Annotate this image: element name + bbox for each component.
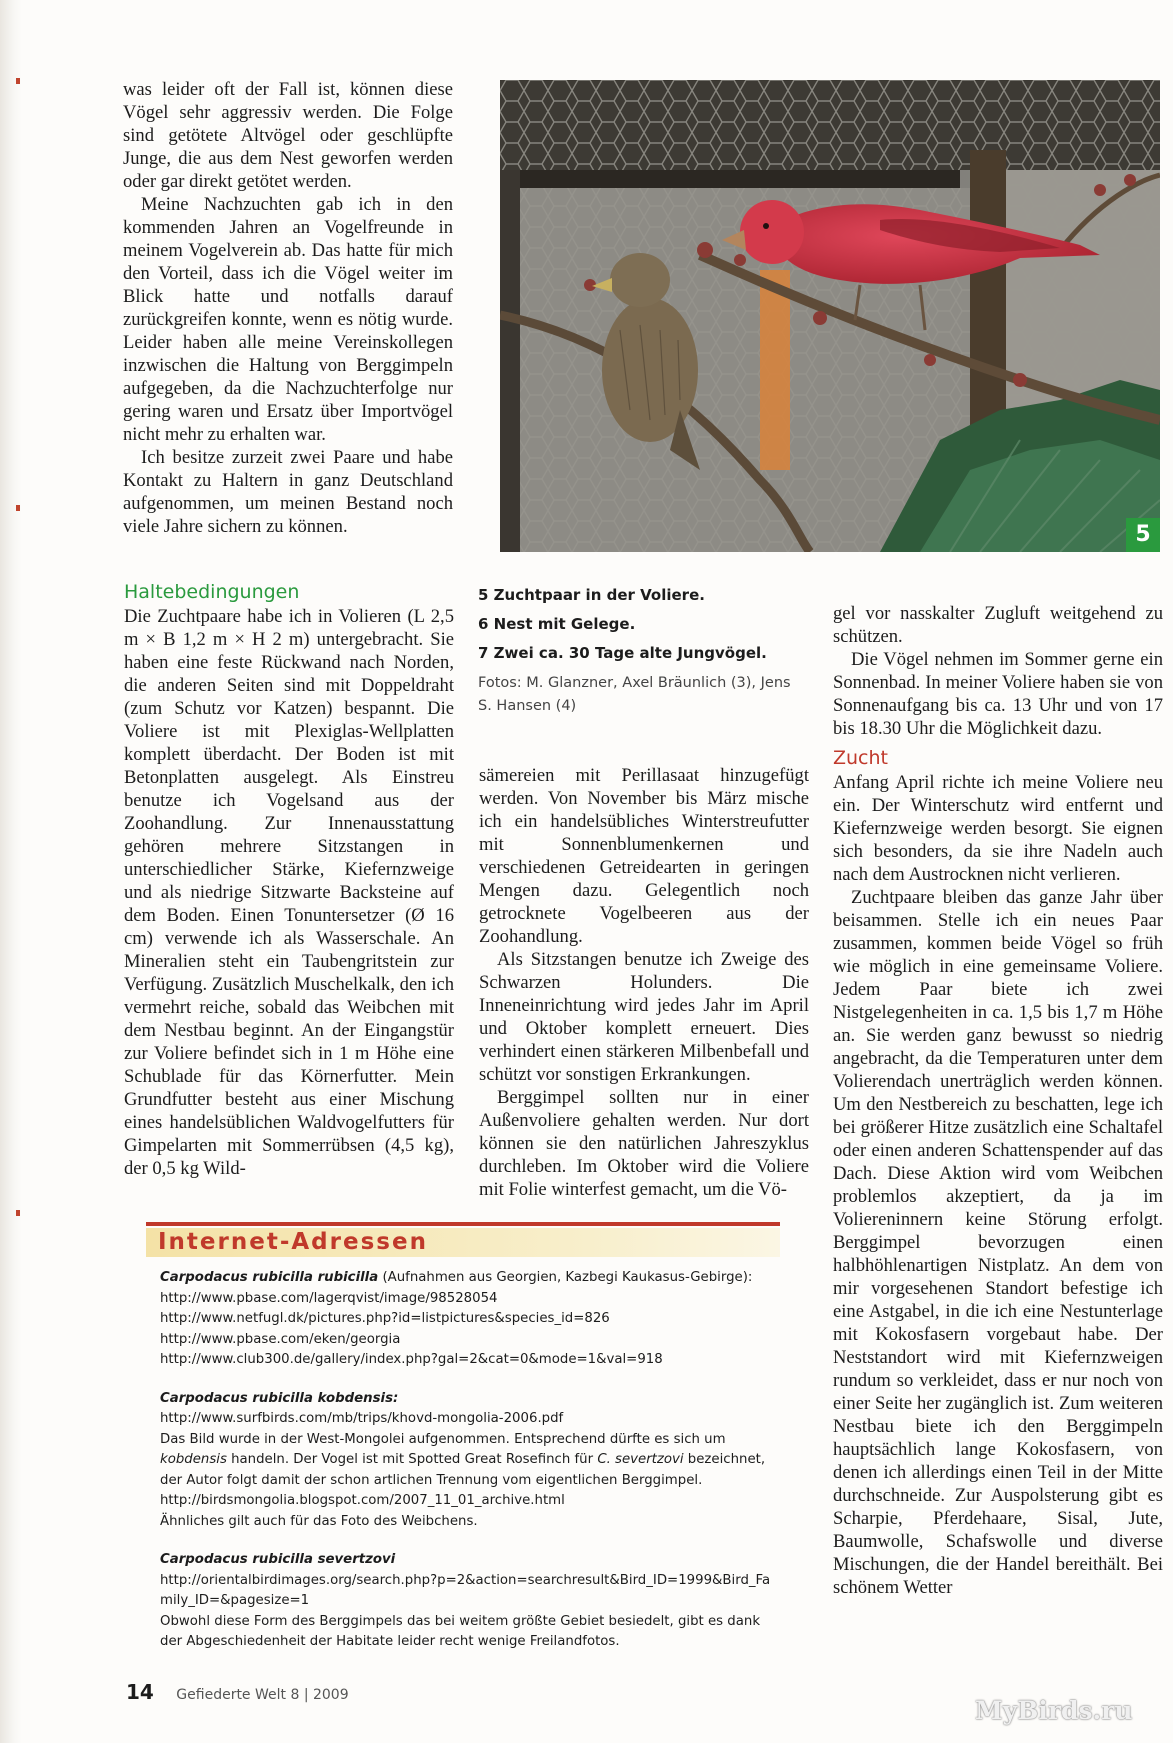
paragraph: Ich besitze zurzeit zwei Paare und habe Kontakt zu Haltern in ganz Deutschland aufgenommen, um meinen Bestand noch viele Jahre sichern zu können. [123,447,453,537]
edge-marker [16,1210,20,1216]
page-number: 14 [126,1680,154,1704]
section-heading: Zucht [833,747,888,769]
paragraph: Anfang April richte ich meine Voliere neu ein. Der Winterschutz wird entfernt und Kiefernzweige werden besorgt. Sie eignen sich besonders, da sie ihre Nadeln auch nach dem Austrocknen nicht verlieren. [833,772,1163,885]
paragraph: Die Vögel nehmen im Sommer gerne ein Sonnenbad. In meiner Voliere haben sie von Sonnenaufgang bis ca. 13 Uhr und von 17 bis 18.30 Uhr die Möglichkeit dazu. [833,649,1163,739]
bird-photo [500,80,1160,552]
box-note: Obwohl diese Form des Berggimpels das bei weitem größte Gebiet besiedelt, gibt es dank der Abgeschiedenheit der Habitate leider recht wenige Freilandfotos. [160,1613,761,1649]
note-text: Das Bild wurde in der West-Mongolei aufgenommen. Entsprechend dürfte es sich um [160,1431,726,1447]
taxon-heading: Carpodacus rubicilla kobdensis: [160,1390,399,1406]
note-text: bezeichnet, der Autor folgt damit der schon artlichen Trennung vom eigentlichen Berggimpel. [160,1452,766,1488]
link[interactable]: http://www.pbase.com/eken/georgia [160,1331,401,1347]
link[interactable]: http://www.netfugl.dk/pictures.php?id=listpictures&species_id=826 [160,1311,610,1326]
photo-captions [478,585,808,718]
internet-addresses-box [146,1222,780,1662]
box-note [160,1430,780,1492]
taxon-note: (Aufnahmen aus Georgien, Kazbegi Kaukasus-Gebirge): [378,1270,753,1285]
section-heading: Haltebedingungen [124,581,300,603]
note-text: handeln. Der Vogel ist mit Spotted Great Rosefinch für [226,1452,598,1467]
edge-marker [16,78,20,84]
watermark: MyBirds.ru [975,1696,1133,1725]
link[interactable]: http://www.club300.de/gallery/index.php?gal=2&cat=0&mode=1&val=918 [160,1352,663,1367]
paragraph: Zuchtpaare bleiben das ganze Jahr über beisammen. Stelle ich ein neues Paar zusammen, kommen beide Vögel so früh wie möglich in eine gemeinsame Voliere. Jedem Paar biete ich zwei Nistgelegenheiten in ca. 1,5 bis 1,7 m Höhe an. Sie werden ganz bewusst so niedrig angebracht, da die Temperaturen unter dem Volierendach unerträglich werden können. Um den Nestbereich zu beschatten, lege ich bei größerer Hitze zusätzlich eine Schaltafel oder einen anderen Schattenspender auf das Dach. Diese Aktion wird vom Weibchen problemlos akzeptiert, da ja im Voliereninnern keine Störung erfolgt. Berggimpel bevorzugen einen halbhöhlenartigen Nistplatz. An dem von mir vorgesehenen Standort befestige ich eine Astgabel, in die ich eine Nestunterlage mit Kokosfasern vorgebaut habe. Der Neststandort wird mit Kiefernzweigen rundum so verkleidet, dass er nur noch von einer Seite her zugänglich ist. Zum weiteren Nestbau biete ich den Berggimpeln hauptsächlich lange Kokosfasern, von denen ich allerdings einen Teil in der Mitte durchschneide. Zur Auspolsterung gibt es Scharpie, Pferdehaare, Sisal, Jute, Baumwolle, Schafswolle und diverse Mischungen, die der Handel bereithält. Bei schönem Wetter [833,887,1163,1598]
photo-breeding-pair [500,80,1160,552]
box-note: Ähnliches gilt auch für das Foto des Weibchens. [160,1513,478,1529]
link[interactable]: http://birdsmongolia.blogspot.com/2007_11_01_archive.html [160,1493,565,1508]
right-column [833,602,1163,1599]
note-italic: C. severtzovi [597,1452,684,1467]
issue-number: 8 | 2009 [290,1687,349,1703]
paragraph: Als Sitzstangen benutze ich Zweige des Schwarzen Holunders. Die Inneneinrichtung wird jedes Jahr im April und Oktober komplett erneuert. Dies verhindert einen stärkeren Milbenbefall und schützt vor sonstigen Erkrankungen. [479,949,809,1085]
paragraph: Berggimpel sollten nur in einer Außenvoliere gehalten werden. Nur dort können sie den natürlichen Jahreszyklus durchleben. Im Oktober wird die Voliere mit Folie winterfest gemacht, um die Vö- [479,1087,809,1200]
paragraph: was leider oft der Fall ist, können diese Vögel sehr aggressiv werden. Die Folge sind getötete Altvögel oder geschlüpfte Junge, die aus dem Nest geworfen werden oder gar direkt getötet werden. [123,79,453,192]
box-body [160,1268,780,1653]
page-fold-edge [0,0,22,1743]
link[interactable]: http://www.surfbirds.com/mb/trips/khovd-mongolia-2006.pdf [160,1411,564,1426]
haltebedingungen-section [124,580,454,1180]
edge-marker [16,505,20,511]
photo-number-badge: 5 [1126,518,1160,552]
middle-column [479,764,809,1201]
link[interactable]: http://orientalbirdimages.org/search.php?p=2&action=searchresult&Bird_ID=1999&Bird_Family_ID=&pagesize=1 [160,1572,771,1608]
paragraph: Meine Nachzuchten gab ich in den kommenden Jahren an Vogelfreunde in meinem Vogelverein ab. Das hatte für mich den Vorteil, dass ich die Vögel weiter im Blick hatte und notfalls darauf zurückgreifen konnte, wenn es nötig wurde. Leider haben alle meine Vereinskollegen inzwischen die Haltung von Berggimpeln aufgegeben, da die Nachzuchterfolge nur gering waren und Ersatz über Importvögel nicht mehr zu erhalten war. [123,194,453,445]
caption: 6 Nest mit Gelege. [478,615,636,633]
taxon-heading: Carpodacus rubicilla severtzovi [160,1552,396,1567]
box-top-rule [146,1222,780,1226]
box-title-bar [146,1228,780,1257]
page-footer [126,1680,349,1704]
magazine-name: Gefiederte Welt [176,1687,287,1703]
note-italic: kobdensis [160,1452,227,1467]
photo-credit: Fotos: M. Glanzner, Axel Bräunlich (3), Jens S. Hansen (4) [478,675,791,714]
link[interactable]: http://www.pbase.com/lagerqvist/image/98528054 [160,1290,498,1306]
paragraph: Die Zuchtpaare habe ich in Volieren (L 2,5 m × B 1,2 m × H 2 m) untergebracht. Sie haben eine feste Rückwand nach Norden, die anderen Seiten sind mit Doppeldraht (zum Schutz vor Katzen) bespannt. Die Voliere ist mit Plexiglas-Wellplatten komplett überdacht. Der Boden ist mit Betonplatten ausgelegt. Als Einstreu benutze ich Vogelsand aus der Zoohandlung. Zur Innenausstattung gehören mehrere Sitzstangen in unterschiedlicher Stärke, Kiefernzweige und als niedrige Sitzwarte Backsteine auf dem Boden. Einen Tonuntersetzer (Ø 16 cm) verwende ich als Wasserschale. An Mineralien steht ein Taubengritstein zur Verfügung. Zusätzlich Muschelkalk, den ich vermehrt reiche, sobald das Weibchen mit dem Nestbau beginnt. An der Eingangstür zur Voliere befindet sich in 1 m Höhe eine Schublade für das Körnerfutter. Mein Grundfutter besteht aus einer Mischung eines handelsüblichen Waldvogelfutters für Gimpelarten mit Sommerrübsen (4,5 kg), der 0,5 kg Wild- [124,606,454,1179]
paragraph: sämereien mit Perillasaat hinzugefügt werden. Von November bis März mische ich ein handelsübliches Winterstreufutter mit Sonnenblumenkernen und verschiedenen Getreidearten in geringen Mengen dazu. Gelegentlich noch getrocknete Vogelbeeren aus der Zoohandlung. [479,765,809,947]
paragraph: gel vor nasskalter Zugluft weitgehend zu schützen. [833,603,1163,647]
taxon-heading: Carpodacus rubicilla rubicilla [160,1270,379,1285]
intro-column [123,78,453,538]
caption: 7 Zwei ca. 30 Tage alte Jungvögel. [478,644,767,662]
box-title: Internet-Adressen [158,1229,428,1255]
caption: 5 Zuchtpaar in der Voliere. [478,586,705,604]
